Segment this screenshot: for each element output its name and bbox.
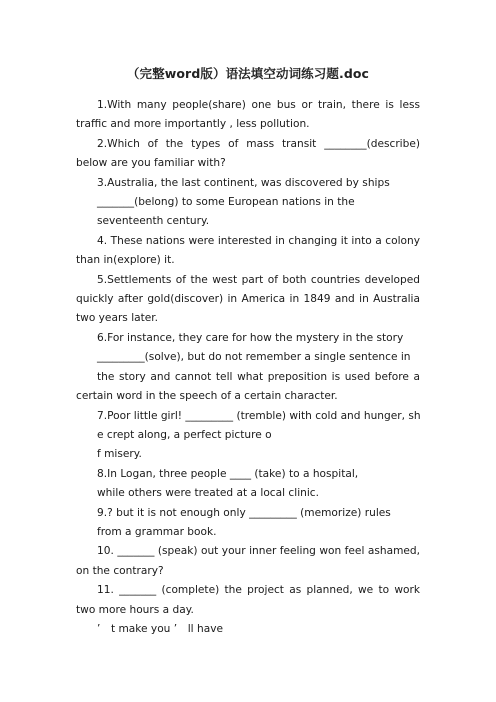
question-4: 4. These nations were interested in changing it into a colony than in(explore) it. [76,234,420,267]
question-1: 1.With many people(share) one bus or train, there is less traffic and more importantly , less pollution. [76,99,420,131]
question-3-line-2: _______(belong) to some European nations in the [97,196,355,209]
question-6-line-2: _________(solve), but do not remember a single sentence in [97,351,411,364]
question-9-line-2: from a grammar book. [97,525,217,538]
question-6-line-1: 6.For instance, they care for how the mystery in the story [97,331,404,344]
question-11: 11. _______ (complete) the project as planned, we to work two more hours a day. [76,584,420,616]
question-3-line-1: 3.Australia, the last continent, was discovered by ships [97,176,390,189]
question-8-line-2: while others were treated at a local clinic. [97,487,319,500]
question-7-line-2: e crept along, a perfect picture o [97,428,272,441]
question-5: 5.Settlements of the west part of both countries developed quickly after gold(discover) in America in 1849 and in Australia two years later. [76,273,420,325]
question-7-line-1: 7.Poor little girl! _________ (tremble) with cold and hunger, sh [97,409,421,422]
question-10: 10. _______ (speak) out your inner feeling won feel ashamed, on the contrary? [76,545,420,577]
question-3-line-3: seventeenth century. [97,215,210,228]
question-9-line-1: 9.? but it is not enough only _________ (memorize) rules [97,506,391,519]
question-8-line-1: 8.In Logan, three people ____ (take) to a hospital, [97,467,359,480]
exercise-list [76,96,420,639]
question-7-line-3: f misery. [97,448,142,461]
document-title: （完整word版）语法填空动词练习题.doc [126,66,370,81]
question-2: 2.Which of the types of mass transit ________(describe) below are you familiar with? [76,137,420,170]
question-12-fragment: ’ t make you ’ ll have [97,622,223,635]
question-6-line-3: the story and cannot tell what preposition is used before a certain word in the speech of a certain character. [76,370,420,403]
